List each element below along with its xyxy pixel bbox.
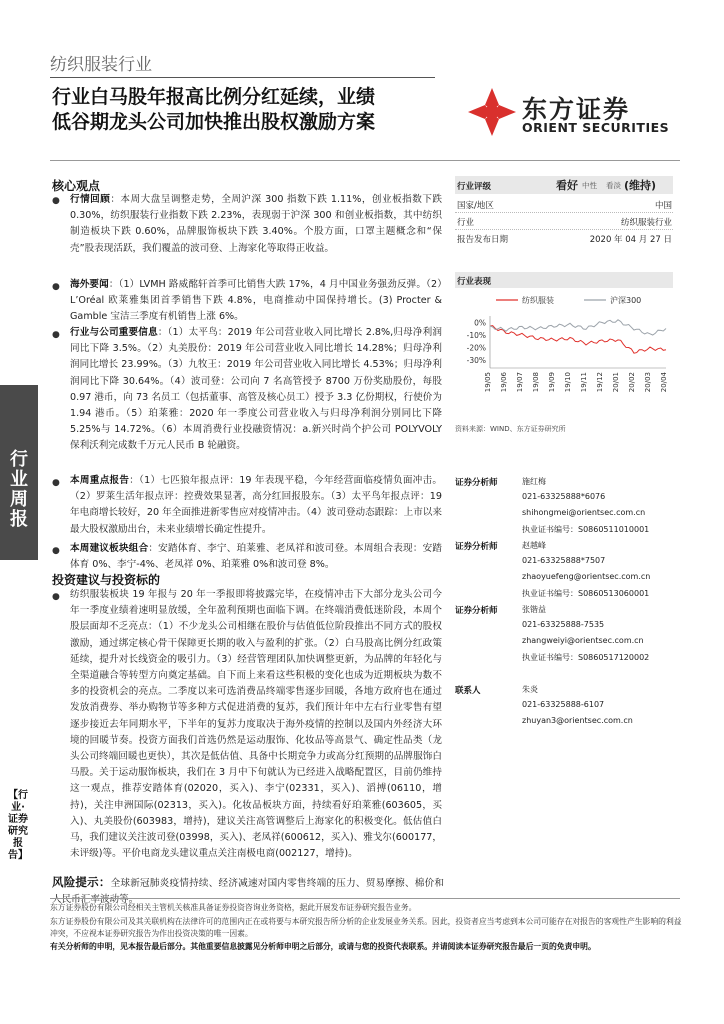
report-category-vertical: 【行业·证券研究报告】 <box>8 790 28 861</box>
investment-paragraph: 纺织服装板块 19 年报与 20 年一季报即将披露完毕，在疫情冲击下大部分龙头公司今年一季度业绩着速明显放缓，全年盈利预期也面临下调。在终端消费低迷阶段，本周个股层面却不乏亮点：（1）不少龙头公司相继在股价与估值低位阶段推出不同方式的股权激励，通过绑定核心骨干保障更长期的收入与盈利的扩张。（2）白马股高比例分红政策延续，提升对长线资金的吸引力。（3）经营管理团队加快调整更新，为品牌的年轻化与全渠道融合等转型方向奠定基础。自下而上来看这些积极的变化也成为近期板块为数不多的投资机会的亮点。二季度以来可选消费品终端零售逐步回暖，各地方政府也在通过发放消费券、举办购物节等多种方式促进消费的复苏，我们预计年中左右行业零售有望逐步接近去年同期水平，下半年的复苏力度取决于海外疫情的控制以及国内外经济大环境的回暖节奏。投资方面我们首选仍然是运动服饰、化妆品等高景气、确定性品类（龙头公司终端回暖也更快），其次是低估值、具备中长期竞争力或高分红预期的品牌服饰白马股。关于运动服饰板块，我们在 3 月中下旬就认为已经进入战略配置区，目前仍维持这一观点，推荐安踏体育(02020，买入)、李宁(02331，买入)、滔搏(06110，增持)，关注申洲国际(02313，买入)。化妆品板块方面，持续看好珀莱雅(603605，买入)、丸美股份(603983，增持)，建议关注高管调整后上海家化的积极变化。低估值白马，我们建议关注波司登(03998，买入)、老凤祥(600612，买入)、雅戈尔(600177，未评级)等。平价电商龙头建议重点关注南极电商(002127，增持)。 <box>70 589 442 860</box>
overseas-news-label: 海外要闻 <box>70 279 109 290</box>
y-tick-label: 0% <box>474 318 486 328</box>
legend-label-0: 纺织服装 <box>522 296 554 305</box>
bullet-icon: ● <box>52 196 60 206</box>
region-value: 中国 <box>654 201 672 211</box>
analyst-2-cert: 执业证书编号：S0860513060001 <box>522 589 650 598</box>
industry-title: 纺织服装行业 <box>50 55 152 75</box>
rating-positive: 看好 <box>556 179 578 192</box>
portfolio-text: ：安踏体育、李宁、珀莱雅、老凤祥和波司登。本周组合表现：安踏体育 0%、李宁-4%、老凤祥 0%、珀莱雅 0%和波司登 8%。 <box>70 543 443 571</box>
x-tick-label: 19/06 <box>500 372 508 393</box>
industry-news-label: 行业与公司重要信息 <box>70 327 158 338</box>
x-tick-label: 19/08 <box>532 372 540 393</box>
x-tick-label: 20/02 <box>628 372 636 393</box>
industry-label: 行业 <box>457 218 475 228</box>
row-divider <box>455 212 673 213</box>
analyst-1-cert: 执业证书编号：S0860511010001 <box>522 525 650 534</box>
core-views-heading: 核心观点 <box>52 179 101 193</box>
market-review-paragraph <box>70 192 442 257</box>
x-tick-label: 20/04 <box>660 372 668 393</box>
analyst-1-role: 证券分析师 <box>455 478 498 488</box>
analyst-2-phone: 021-63325888*7507 <box>522 556 606 565</box>
footer-rule <box>50 898 680 899</box>
y-tick-label: -10% <box>466 330 486 340</box>
risk-text: 全球新冠肺炎疫情持续、经济减速对国内零售终端的压力、贸易摩擦、棉价和人民币汇率波动等。 <box>52 878 444 906</box>
x-tick-label: 19/11 <box>580 372 588 393</box>
rating-negative: 看淡 <box>606 181 621 190</box>
industry-news-text: ：（1）太平鸟：2019 年公司营业收入同比增长 2.8%,归母净利润同比下降 3.5%。（2）丸美股份：2019 年公司营业收入同比增长 14.28%；归母净利润同比增长 23.99%。（3）九牧王：2019 年公司营业收入同比增长 4.53%；归母净利润同比下降 30.64%。（4）波司登：公司向 7 名高管授予 8700 万份奖励股份，每股 0.97 港币，向 73 名员工（包括董事、高管及核心员工）授予 3.3 亿份期权，行使价为 1.94 港币。（5）珀莱雅：2020 年一季度公司营业收入与归母净利润分别同比下降 5.25%与 14.72%。（6）本周消费行业投融资情况：a.新兴时尚个护公司 POLYVOLY 保利沃利完成数千万元人民币 B 轮融资。 <box>70 327 442 452</box>
rating-maintain: (维持) <box>624 179 657 192</box>
risk-label: 风险提示： <box>52 875 111 889</box>
analyst-3-name: 张锴益 <box>522 605 546 614</box>
analyst-2-name: 赵越峰 <box>522 541 546 550</box>
weekly-reports-label: 本周重点报告 <box>70 475 130 486</box>
industry-value: 纺织服装行业 <box>620 218 672 228</box>
report-title-line2: 低谷期龙头公司加快推出股权激励方案 <box>52 111 376 133</box>
bullet-icon: ● <box>52 592 60 602</box>
chart-source: 资料来源：WIND、东方证券研究所 <box>455 425 566 433</box>
legend-label-1: 沪深300 <box>610 296 642 305</box>
market-review-text: ：本周大盘呈调整走势，全周沪深 300 指数下跌 1.11%，创业板指数下跌 0.30%，纺织服装行业指数下跌 2.23%，表现弱于沪深 300 和创业板指数，其中纺织制造板块下跌 0.60%，品牌服饰板块下跌 3.40%。个股方面，口罩主题概念和“保壳”股表现活跃，我们覆盖的波司登、上海家化等取得正收益。 <box>70 194 443 254</box>
rating-neutral: 中性 <box>582 181 597 190</box>
title-divider <box>50 77 435 78</box>
footer-disclaimer: 有关分析师的申明，见本报告最后部分。其他重要信息披露见分析师申明之后部分，或请与您的投资代表联系。并请阅读本证券研究报告最后一页的免责申明。 <box>50 942 596 951</box>
report-title <box>52 85 442 135</box>
analyst-3-phone: 021-63325888-7535 <box>522 620 605 629</box>
bullet-icon: ● <box>52 546 60 556</box>
x-tick-label: 19/05 <box>484 372 492 393</box>
analyst-1-phone: 021-63325888*6076 <box>522 492 606 501</box>
x-tick-label: 19/07 <box>516 372 524 393</box>
y-tick-label: -20% <box>466 343 486 353</box>
contact-email[interactable]: zhuyan3@orientsec.com.cn <box>522 716 633 725</box>
analyst-3-role: 证券分析师 <box>455 606 498 616</box>
analyst-1-name: 施红梅 <box>522 477 546 486</box>
analyst-1-email[interactable]: shihongmei@orientsec.com.cn <box>522 508 646 517</box>
bullet-icon: ● <box>52 282 60 292</box>
publish-date-label: 报告发布日期 <box>457 235 509 245</box>
header-rule <box>50 160 680 161</box>
publish-date-value: 2020 年 04 月 27 日 <box>589 235 672 245</box>
investment-heading: 投资建议与投资标的 <box>52 573 161 587</box>
y-tick-label: -30% <box>466 355 486 365</box>
analyst-2-role: 证券分析师 <box>455 542 498 552</box>
report-title-line1: 行业白马股年报高比例分红延续，业绩 <box>52 86 376 108</box>
industry-news-paragraph <box>70 325 442 455</box>
row-divider <box>455 229 673 230</box>
rating-label: 行业评级 <box>457 182 492 192</box>
x-tick-label: 20/03 <box>644 372 652 393</box>
contact-phone: 021-63325888-6107 <box>522 700 605 709</box>
x-tick-label: 20/01 <box>612 372 620 393</box>
footer-conflict-notice: 东方证券股份有限公司及其关联机构在法律许可的范围内正在或将要与本研究报告所分析的企业发展业务关系。因此，投资者应当考虑到本公司可能存在对报告的客观性产生影响的利益冲突，不应视本证券研究报告为作出投资决策的唯一因素。 <box>50 917 682 938</box>
overseas-news-paragraph <box>70 277 442 326</box>
bullet-icon: ● <box>52 330 60 340</box>
analyst-3-email[interactable]: zhangweiyi@orientsec.com.cn <box>522 636 644 645</box>
series-line-沪深300 <box>490 320 666 335</box>
industry-performance-chart <box>456 288 676 406</box>
analyst-3-cert: 执业证书编号：S0860517120002 <box>522 653 650 662</box>
portfolio-label: 本周建议板块组合 <box>70 543 149 554</box>
portfolio-paragraph <box>70 541 442 573</box>
weekly-reports-paragraph <box>70 473 442 538</box>
footer-qualification: 东方证券股份有限公司经相关主管机关核准具备证券投资咨询业务资格，据此开展发布证券研究报告业务。 <box>50 903 417 912</box>
logo-chinese-name: 东方证券 <box>522 95 631 124</box>
overseas-news-text: ：（1）LVMH 路威酩轩首季可比销售大跌 17%，4 月中国业务强劲反弹。（2）L’Oréal 欧莱雅集团首季销售下跌 4.8%，电商推动中国保持增长。(3) Procter & Gamble 宝洁三季度有机销售上涨 6%。 <box>70 279 443 323</box>
logo-english-name: ORIENT SECURITIES <box>522 120 670 135</box>
report-type-label: 行业周报 <box>10 449 28 530</box>
x-tick-label: 19/09 <box>548 372 556 393</box>
contact-role: 联系人 <box>455 686 481 696</box>
weekly-reports-text: ：（1）七匹狼年报点评：19 年表现平稳，今年经营面临疫情负面冲击。（2）罗莱生活年报点评：控费效果显著，高分红回报股东。（3）太平鸟年报点评：19 年电商增长较好，20 年全面推进新零售应对疫情冲击。（4）波司登动态跟踪：上市以来最大股权激励出台，未来业绩增长确定性提升。 <box>70 475 443 535</box>
region-label: 国家/地区 <box>457 201 494 211</box>
market-review-label: 行情回顾 <box>70 194 111 205</box>
x-tick-label: 19/12 <box>596 372 604 393</box>
contact-name: 朱炎 <box>522 685 538 694</box>
analyst-2-email[interactable]: zhaoyuefeng@orientsec.com.cn <box>522 572 651 581</box>
x-tick-label: 19/10 <box>564 372 572 393</box>
trend-heading: 行业表现 <box>457 277 492 287</box>
bullet-icon: ● <box>52 478 60 488</box>
